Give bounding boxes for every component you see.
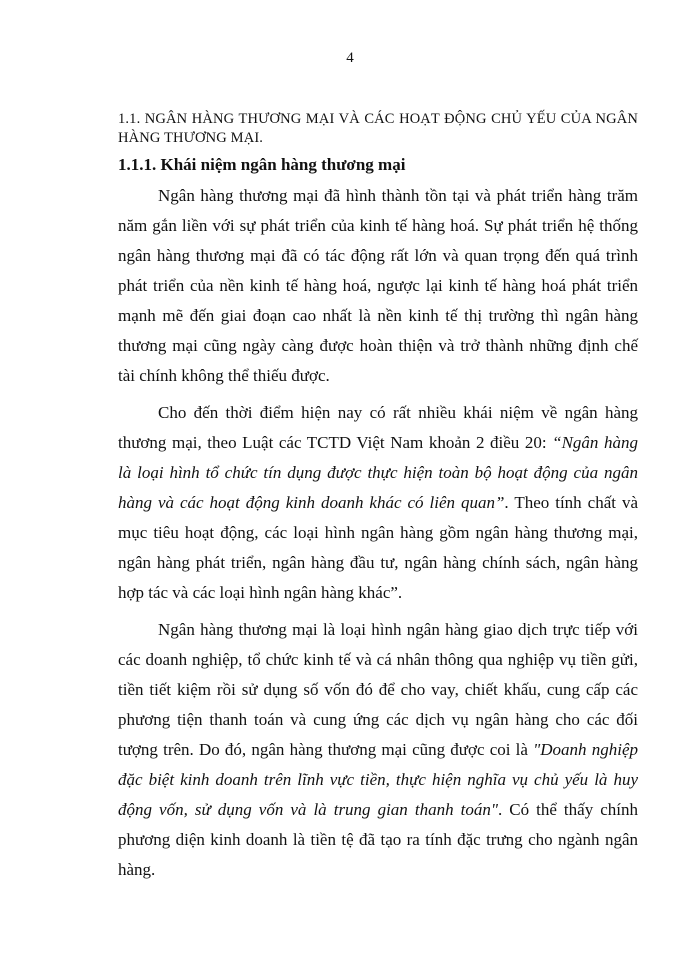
document-body — [118, 110, 638, 885]
paragraph-1: Ngân hàng thương mại đã hình thành tồn tại và phát triển hàng trăm năm gắn liền với sự phát triển của kinh tế hàng hoá. Sự phát triển hệ thống ngân hàng thương mại đã có tác động rất lớn và quan trọng đến quá trình phát triển của nền kinh tế hàng hoá, ngược lại kinh tế hàng hoá phát triển mạnh mẽ đến giai đoạn cao nhất là nền kinh tế thị trường thì ngân hàng thương mại cũng ngày càng được hoàn thiện và trở thành những định chế tài chính không thể thiếu được. — [118, 186, 638, 385]
paragraph-3 — [118, 615, 638, 885]
page-number: 4 — [346, 50, 354, 66]
paragraph-3-text: Ngân hàng thương mại là loại hình ngân hàng giao dịch trực tiếp với các doanh nghiệp, tổ chức kinh tế và cá nhân thông qua nghiệp vụ tiền gửi, tiền tiết kiệm rồi sử dụng số vốn đó để cho vay, chiết khấu, cung cấp các phương tiện thanh toán và cung ứng các dịch vụ ngân hàng cho các đối tượng trên. Do đó, ngân hàng thương mại cũng được coi là — [118, 620, 638, 759]
paragraph-3-quote: "Doanh nghiệp đặc biệt kinh doanh trên lĩnh vực tiền, thực hiện nghĩa vụ chủ yếu là huy động vốn, sử dụng vốn và là trung gian thanh toán" — [118, 740, 638, 819]
paragraph-2-text-end: . Theo tính chất và mục tiêu hoạt động, các loại hình ngân hàng gồm ngân hàng thương mại, ngân hàng phát triển, ngân hàng đầu tư, ngân hàng chính sách, ngân hàng hợp tác và các loại hình ngân hàng khác”. — [118, 493, 638, 602]
chapter-title: 1.1. NGÂN HÀNG THƯƠNG MẠI VÀ CÁC HOẠT ĐỘNG CHỦ YẾU CỦA NGÂN HÀNG THƯƠNG MẠI. — [118, 111, 638, 146]
paragraph-2 — [118, 398, 638, 608]
section-heading: 1.1.1. Khái niệm ngân hàng thương mại — [118, 155, 406, 174]
paragraph-3-text-end: . Có thể thấy chính phương diện kinh doanh là tiền tệ đã tạo ra tính đặc trưng cho ngành ngân hàng. — [118, 800, 638, 879]
paragraph-2-quote: “Ngân hàng là loại hình tổ chức tín dụng được thực hiện toàn bộ hoạt động của ngân hàng và các hoạt động kinh doanh khác có liên quan” — [118, 433, 639, 512]
paragraph-2-text: Cho đến thời điểm hiện nay có rất nhiều khái niệm về ngân hàng thương mại, theo Luật các TCTD Việt Nam khoản 2 điều 20: — [118, 403, 638, 452]
